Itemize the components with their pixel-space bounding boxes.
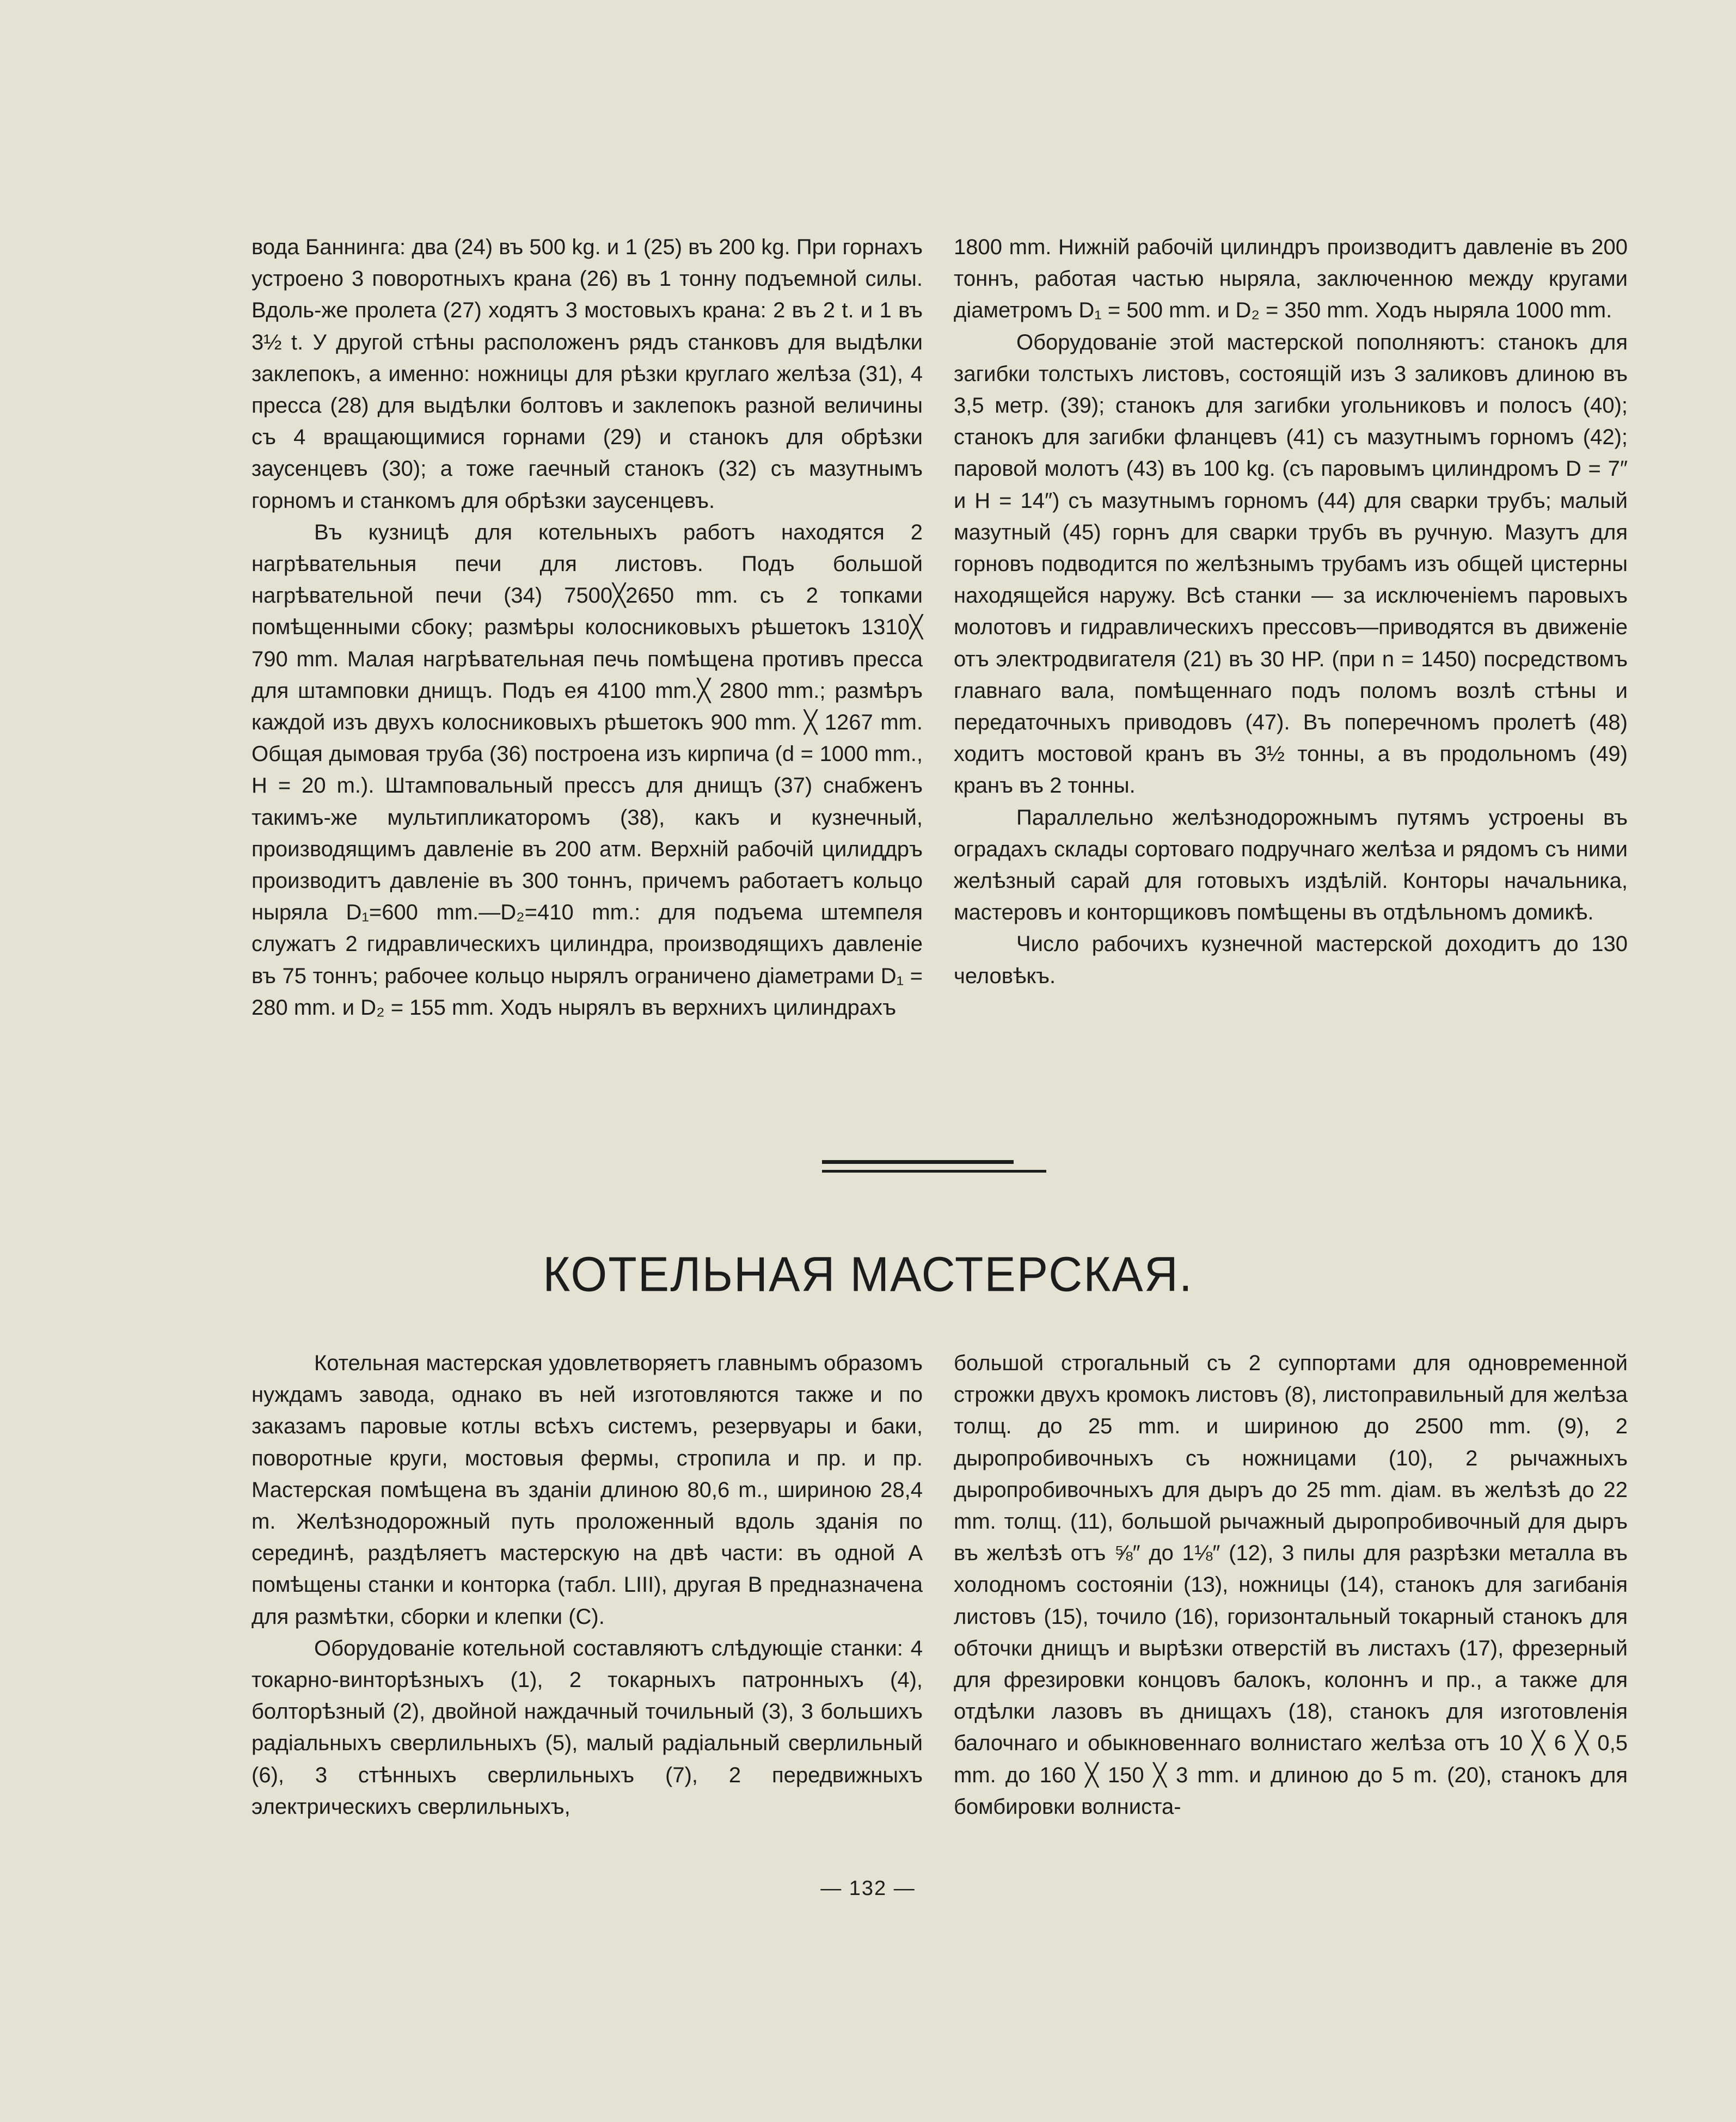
section-title: КОТЕЛЬНАЯ МАСТЕРСКАЯ. [543, 1247, 1193, 1302]
column-bottom-right [954, 1347, 1628, 1823]
paragraph: большой строгальный съ 2 суппортами для одновременной строжки двухъ кромокъ листовъ (8), листоправильный для желѣза толщ. до 25 mm. и шириною до 2500 mm. (9), 2 дыропробивочныхъ съ ножницами (10), 2 рычажныхъ дыропробивочныхъ для дыръ до 25 mm. діам. въ желѣзѣ до 22 mm. толщ. (11), большой рычажный дыропробивочный для дыръ въ желѣзѣ отъ ⅝″ до 1⅛″ (12), 3 пилы для разрѣзки металла въ холодномъ состояніи (13), ножницы (14), станокъ для загибанія листовъ (15), точило (16), горизонтальный токарный станокъ для обточки днищъ и вырѣзки отверстій въ листахъ (17), фрезерный для фрезировки концовъ балокъ, колоннъ и пр., а также для отдѣлки лазовъ въ днищахъ (18), станокъ для изготовленія балочнаго и обыкновеннаго волнистаго желѣза отъ 10 ╳ 6 ╳ 0,5 mm. до 160 ╳ 150 ╳ 3 mm. и длиною до 5 m. (20), станокъ для бомбировки волниста- [954, 1351, 1628, 1819]
paragraph: Оборудованіе котельной составляютъ слѣдующіе станки: 4 токарно-винторѣзныхъ (1), 2 токарныхъ патронныхъ (4), болторѣзный (2), двойной наждачный точильный (3), 3 большихъ радіальныхъ сверлильныхъ (5), малый радіальный сверлильный (6), 3 стѣнныхъ сверлильныхъ (7), 2 передвижныхъ электрическихъ сверлильныхъ, [251, 1636, 923, 1819]
paragraph: Число рабочихъ кузнечной мастерской доходитъ до 130 человѣкъ. [954, 932, 1628, 988]
paragraph: Оборудованіе этой мастерской пополняютъ: станокъ для загибки толстыхъ листовъ, состоящій изъ 3 заликовъ длиною въ 3,5 метр. (39); станокъ для загибки угольниковъ и полосъ (40); станокъ для загибки фланцевъ (41) съ мазутнымъ горномъ (42); паровой молотъ (43) въ 100 kg. (съ паровымъ цилиндромъ D = 7″ и H = 14″) съ мазутнымъ горномъ (44) для сварки трубъ; малый мазутный (45) горнъ для сварки трубъ въ ручную. Мазутъ для горновъ подводится по желѣзнымъ трубамъ изъ общей цистерны находящейся наружу. Всѣ станки — за исключеніемъ паровыхъ молотовъ и гидравлическихъ прессовъ—приводятся въ движеніе отъ электродвигателя (21) въ 30 HP. (при n = 1450) посредствомъ главнаго вала, помѣщеннаго подъ поломъ возлѣ стѣны и передаточныхъ приводовъ (47). Въ поперечномъ пролетѣ (48) ходитъ мостовой кранъ въ 3½ тонны, а въ продольномъ (49) кранъ въ 2 тонны. [954, 330, 1628, 798]
paragraph: Въ кузницѣ для котельныхъ работъ находятся 2 нагрѣвательныя печи для листовъ. Подъ большой нагрѣвательной печи (34) 7500╳2650 mm. съ 2 топками помѣщенными сбоку; размѣры колосниковыхъ рѣшетокъ 1310╳ 790 mm. Малая нагрѣвательная печь помѣщена противъ пресса для штамповки днищъ. Подъ ея 4100 mm.╳ 2800 mm.; размѣръ каждой изъ двухъ колосниковыхъ рѣшетокъ 900 mm. ╳ 1267 mm. Общая дымовая труба (36) построена изъ кирпича (d = 1000 mm., H = 20 m.). Штамповальный прессъ для днищъ (37) снабженъ такимъ-же мультипликаторомъ (38), какъ и кузнечный, производящимъ давленіе въ 200 атм. Верхній рабочій цилиддръ производитъ давленіе въ 300 тоннъ, причемъ работаетъ кольцо ныряла D₁=600 mm.—D₂=410 mm.: для подъема штемпеля служатъ 2 гидравлическихъ цилиндра, производящихъ давленіе въ 75 тоннъ; рабочее кольцо нырялъ ограничено діаметрами D₁ = 280 mm. и D₂ = 155 mm. Ходъ нырялъ въ верхнихъ цилиндрахъ [251, 520, 923, 1020]
section-divider-rule [822, 1160, 1014, 1164]
paragraph: Параллельно желѣзнодорожнымъ путямъ устроены въ оградахъ склады сортоваго подручнаго желѣза и рядомъ съ ними желѣзный сарай для готовыхъ издѣлій. Конторы начальника, мастеровъ и конторщиковъ помѣщены въ отдѣльномъ домикѣ. [954, 805, 1628, 925]
paragraph: Котельная мастерская удовлетворяетъ главнымъ образомъ нуждамъ завода, однако въ ней изготовляются также и по заказамъ паровые котлы всѣхъ системъ, резервуары и баки, поворотные круги, мостовыя фермы, стропила и пр. и пр. Мастерская помѣщена въ зданіи длиною 80,6 m., шириною 28,4 m. Желѣзнодорожный путь проложенный вдоль зданія по серединѣ, раздѣляетъ мастерскую на двѣ части: въ одной A помѣщены станки и конторка (табл. LIII), другая B предназначена для размѣтки, сборки и клепки (C). [251, 1351, 923, 1629]
column-bottom-left [251, 1347, 923, 1823]
column-top-right [954, 231, 1628, 992]
column-top-left [251, 231, 923, 1023]
paragraph: вода Баннинга: два (24) въ 500 kg. и 1 (25) въ 200 kg. При горнахъ устроено 3 поворотныхъ крана (26) въ 1 тонну подъемной силы. Вдоль-же пролета (27) ходятъ 3 мостовыхъ крана: 2 въ 2 t. и 1 въ 3½ t. У другой стѣны расположенъ рядъ станковъ для выдѣлки заклепокъ, а именно: ножницы для рѣзки круглаго желѣза (31), 4 пресса (28) для выдѣлки болтовъ и заклепокъ разной величины съ 4 вращающимися горнами (29) и станокъ для обрѣзки заусенцевъ (30); а тоже гаечный станокъ (32) съ мазутнымъ горномъ и станкомъ для обрѣзки заусенцевъ. [251, 235, 923, 513]
paragraph: 1800 mm. Нижній рабочій цилиндръ производитъ давленіе въ 200 тоннъ, работая частью ныряла, заключенною между кругами діаметромъ D₁ = 500 mm. и D₂ = 350 mm. Ходъ ныряла 1000 mm. [954, 235, 1628, 323]
page-number: — 132 — [820, 1877, 916, 1900]
section-divider-rule [822, 1170, 1046, 1173]
